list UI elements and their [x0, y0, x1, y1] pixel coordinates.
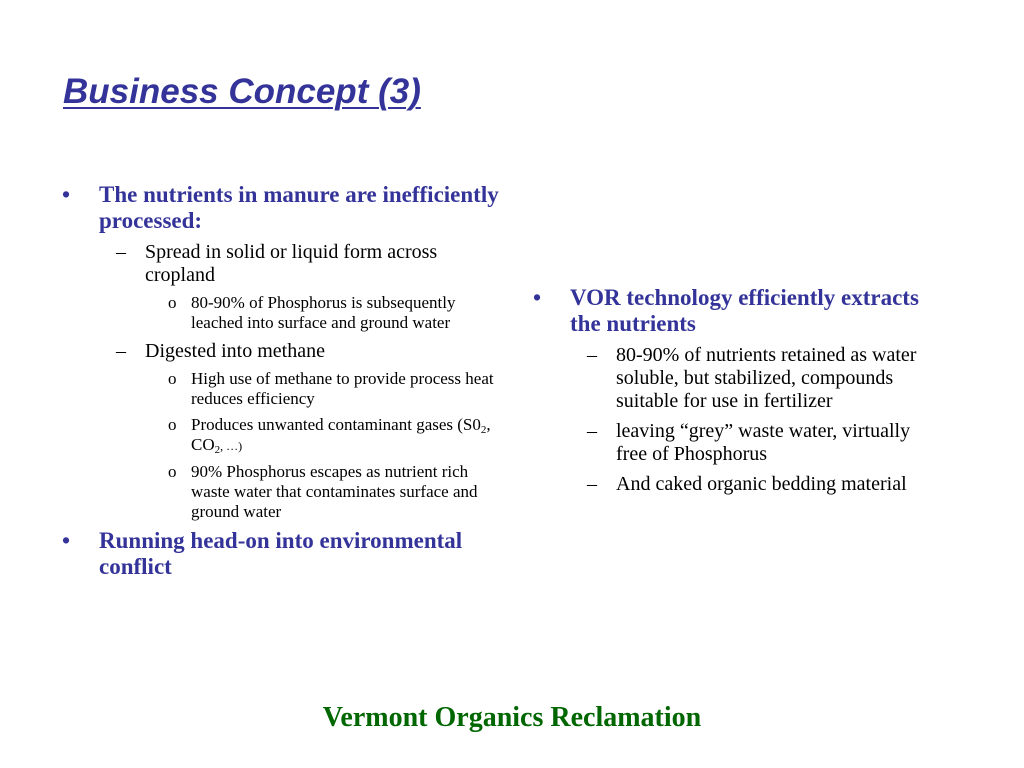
dash-marker: –	[116, 340, 126, 362]
left-column	[62, 182, 502, 580]
bullet-text: Running head-on into environmental conflict	[99, 528, 463, 579]
sub-bullet-text: And caked organic bedding material	[616, 473, 907, 495]
sub-bullet-digested-methane	[116, 340, 502, 363]
gases-text-mid: , CO	[191, 415, 491, 454]
subscript-2: 2	[214, 444, 221, 456]
sub-sub-bullet-text: 80-90% of Phosphorus is subsequently leached into surface and ground water	[191, 293, 456, 332]
sub-sub-bullet-phosphorus-leached	[168, 293, 502, 333]
bullet-text: VOR technology efficiently extracts the nutrients	[570, 285, 919, 336]
sub-sub-bullet-phosphorus-escapes	[168, 462, 502, 522]
subscript-2: 2	[480, 424, 487, 436]
circle-marker: o	[168, 369, 177, 388]
sub-bullet-text: Spread in solid or liquid form across cropland	[145, 241, 438, 286]
bullet-environmental-conflict	[62, 528, 502, 580]
sub-bullet-text: 80-90% of nutrients retained as water soluble, but stabilized, compounds suitable for use in fertilizer	[616, 344, 917, 412]
sub-sub-bullet-methane-heat	[168, 369, 502, 409]
circle-marker: o	[168, 415, 177, 434]
circle-marker: o	[168, 293, 177, 312]
sub-bullet-grey-water	[587, 420, 933, 466]
gases-text-suffix: , …)	[220, 439, 243, 453]
bullet-vor-technology	[533, 285, 933, 337]
dash-marker: –	[587, 344, 597, 366]
sub-sub-bullet-contaminant-gases	[168, 415, 502, 456]
sub-sub-bullet-text: 90% Phosphorus escapes as nutrient rich waste water that contaminates surface and ground water	[191, 462, 478, 521]
bullet-marker: •	[62, 182, 71, 207]
sub-bullet-caked-bedding	[587, 473, 933, 496]
sub-sub-bullet-text	[191, 415, 502, 456]
dash-marker: –	[587, 420, 597, 442]
gases-text-prefix: Produces unwanted contaminant gases (S0	[191, 415, 481, 434]
bullet-marker: •	[533, 285, 542, 310]
dash-marker: –	[116, 241, 126, 263]
right-column	[533, 285, 933, 496]
circle-marker: o	[168, 462, 177, 481]
bullet-marker: •	[62, 528, 71, 553]
slide-title: Business Concept (3)	[63, 72, 421, 111]
sub-bullet-spread-cropland	[116, 241, 502, 287]
bullet-nutrients-inefficient	[62, 182, 502, 234]
sub-bullet-text: leaving “grey” waste water, virtually free of Phosphorus	[616, 420, 911, 465]
sub-bullet-text: Digested into methane	[145, 340, 325, 362]
footer-company-name: Vermont Organics Reclamation	[322, 702, 702, 733]
dash-marker: –	[587, 473, 597, 495]
sub-sub-bullet-text: High use of methane to provide process heat reduces efficiency	[191, 369, 494, 408]
sub-bullet-nutrients-retained	[587, 344, 933, 413]
bullet-text: The nutrients in manure are inefficiently processed:	[99, 182, 499, 233]
